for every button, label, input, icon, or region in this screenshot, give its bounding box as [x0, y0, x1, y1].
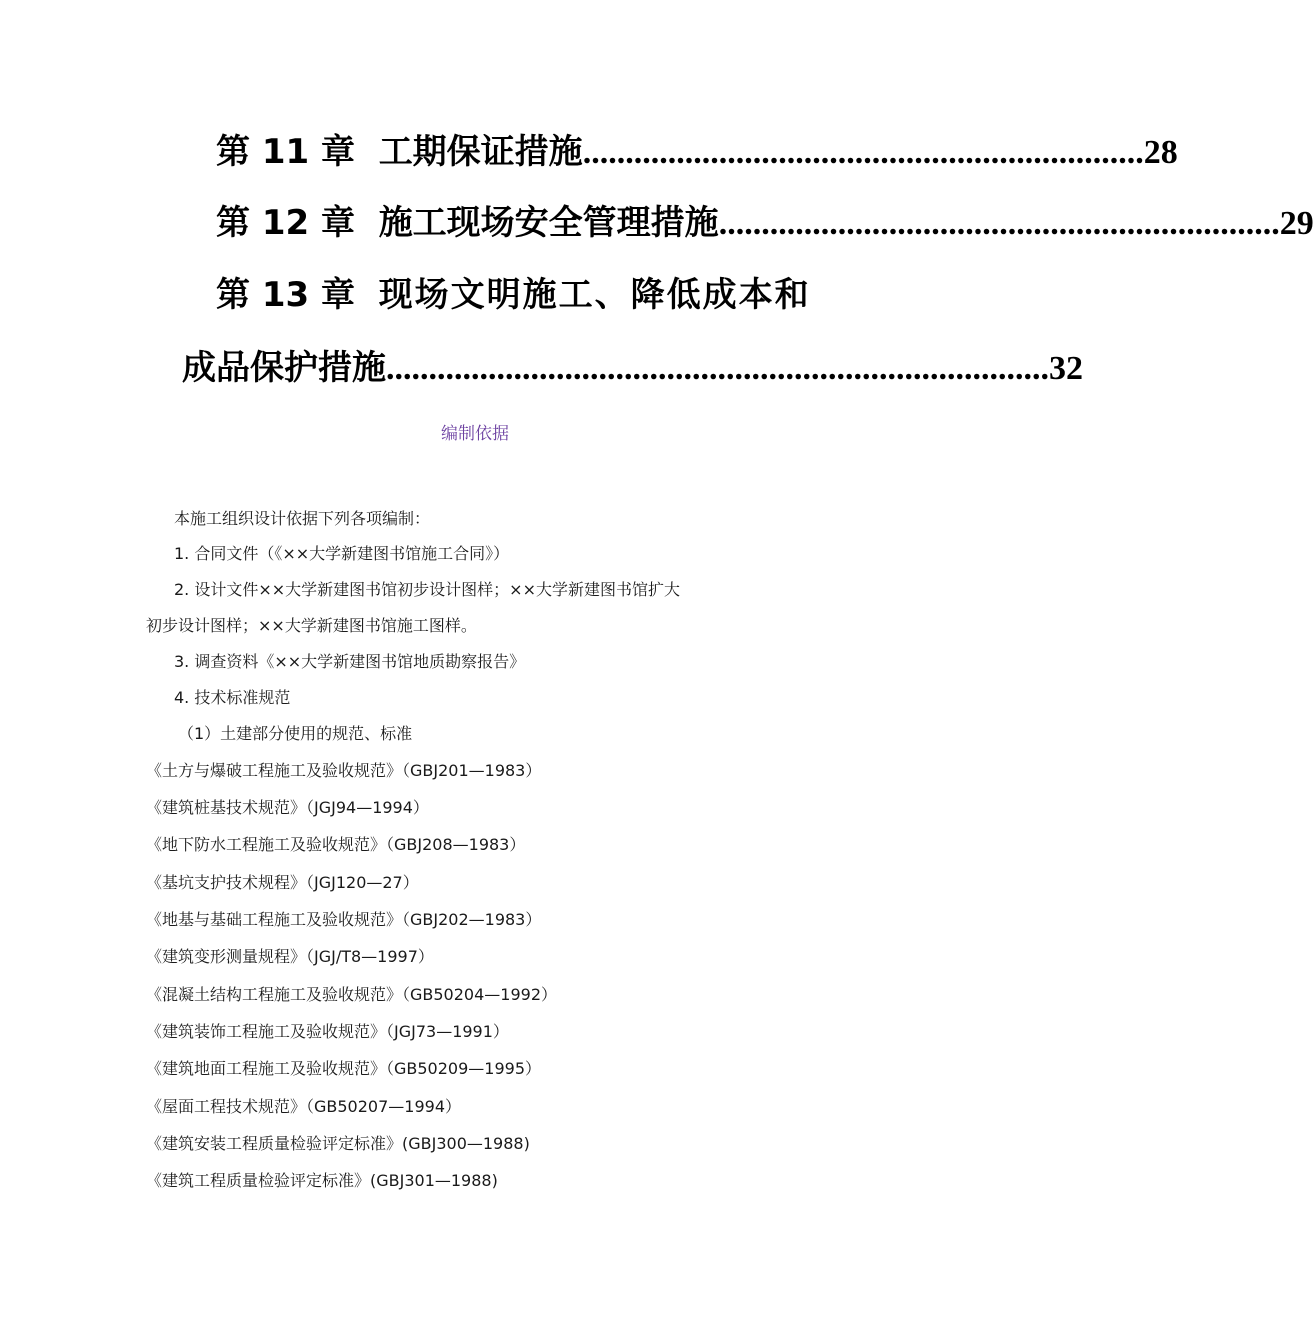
- reference-item: 《土方与爆破工程施工及验收规范》（GBJ201—1983）: [146, 761, 542, 780]
- reference-item: 《建筑装饰工程施工及验收规范》（JGJ73—1991）: [146, 1022, 509, 1041]
- toc-entry-chapter-13-continuation[interactable]: [182, 348, 1083, 389]
- list-item: 1. 合同文件（《××大学新建图书馆施工合同》）: [174, 544, 510, 563]
- toc-chapter-number: 第 11 章: [216, 132, 355, 172]
- toc-chapter-title: 施工现场安全管理措施: [378, 203, 719, 243]
- toc-chapter-title: 工期保证措施: [378, 132, 583, 172]
- reference-item: 《建筑地面工程施工及验收规范》（GB50209—1995）: [146, 1059, 541, 1078]
- reference-item: 《地下防水工程施工及验收规范》（GBJ208—1983）: [146, 835, 526, 854]
- reference-item: 《地基与基础工程施工及验收规范》（GBJ202—1983）: [146, 910, 542, 929]
- toc-entry-chapter-13[interactable]: [216, 275, 811, 315]
- toc-leader-dots: ..................................................................: [718, 205, 1280, 242]
- toc-leader-dots: ..............................................................................: [386, 350, 1049, 387]
- reference-item: 《基坑支护技术规程》（JGJ120—27）: [146, 873, 419, 892]
- sub-list-item: （1）土建部分使用的规范、标准: [178, 724, 413, 743]
- toc-chapter-title: 现场文明施工、降低成本和: [378, 275, 811, 315]
- toc-page-number: 32: [1049, 350, 1083, 387]
- reference-item: 《混凝土结构工程施工及验收规范》（GB50204—1992）: [146, 985, 557, 1004]
- list-item: 2. 设计文件××大学新建图书馆初步设计图样；××大学新建图书馆扩大: [174, 580, 680, 599]
- toc-page-number: 29: [1279, 205, 1314, 242]
- toc-chapter-number: 第 13 章: [216, 275, 355, 315]
- list-item-continuation: 初步设计图样；××大学新建图书馆施工图样。: [146, 616, 477, 635]
- intro-paragraph: 本施工组织设计依据下列各项编制：: [174, 509, 431, 528]
- list-item: 4. 技术标准规范: [174, 688, 291, 707]
- toc-chapter-title-continuation: 成品保护措施: [182, 348, 386, 388]
- reference-item: 《建筑安装工程质量检验评定标准》(GBJ300—1988): [146, 1134, 530, 1153]
- toc-entry-chapter-12[interactable]: [216, 203, 1314, 244]
- toc-entry-chapter-11[interactable]: [216, 132, 1178, 173]
- reference-item: 《屋面工程技术规范》（GB50207—1994）: [146, 1097, 461, 1116]
- toc-page-number: 28: [1143, 134, 1178, 171]
- toc-leader-dots: ..................................................................: [582, 134, 1144, 171]
- section-heading: 编制依据: [441, 424, 509, 444]
- reference-item: 《建筑桩基技术规范》（JGJ94—1994）: [146, 798, 429, 817]
- list-item: 3. 调查资料《××大学新建图书馆地质勘察报告》: [174, 652, 526, 671]
- toc-chapter-number: 第 12 章: [216, 203, 355, 243]
- reference-item: 《建筑工程质量检验评定标准》(GBJ301—1988): [146, 1171, 498, 1190]
- reference-item: 《建筑变形测量规程》（JGJ/T8—1997）: [146, 947, 434, 966]
